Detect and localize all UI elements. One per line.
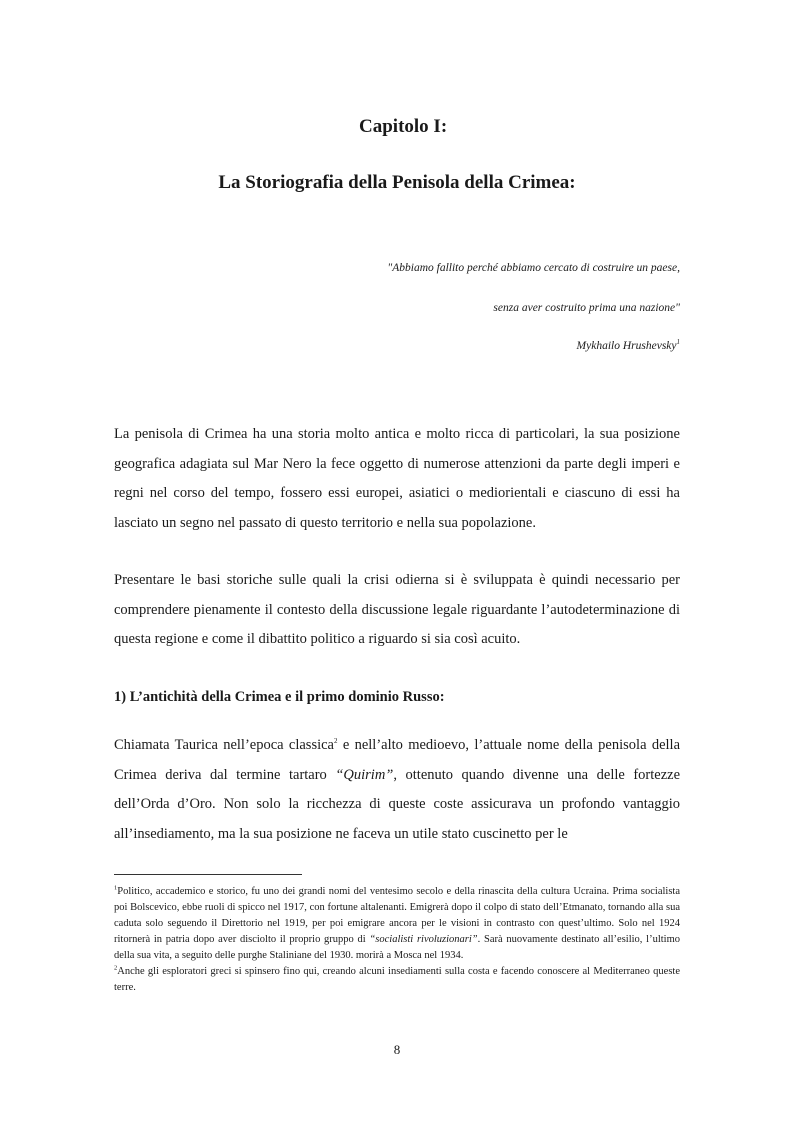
footnote-emphasis: “socialisti rivoluzionari”: [369, 934, 478, 945]
epigraph-author-name: Mykhailo Hrushevsky: [576, 340, 677, 352]
footnote-1: [114, 884, 680, 964]
footnote-ref-2[interactable]: 2: [334, 737, 338, 746]
paragraph3-text-2: e nell’alto medioevo, l’attuale nome della penisola della Crimea deriva dal termine tartaro: [114, 737, 681, 783]
footnote-separator: [114, 874, 302, 875]
epigraph-line-1: "Abbiamo fallito perché abbiamo cercato di costruire un paese,: [387, 262, 680, 274]
paragraph3-text-3: , ottenuto quando divenne una delle fortezze dell’Orda d’Oro. Non solo la ricchezza di queste coste assicurava un profondo vantaggio all’insediamento, ma la sua posizione ne faceva un utile stato cuscinetto per le: [114, 766, 681, 842]
footnote-number: 2: [114, 964, 118, 972]
paragraph3-text-1: Chiamata Taurica nell’epoca classica: [114, 737, 334, 753]
footnote-number: 1: [114, 884, 118, 892]
footnote-2: [114, 964, 680, 996]
chapter-title: Capitolo I:: [359, 116, 448, 137]
paragraph3-term: “Quirim”: [335, 766, 394, 783]
body-paragraph-2: Presentare le basi storiche sulle quali la crisi odierna si è sviluppata è quindi necessario per comprendere pienamente il contesto della discussione legale riguardante l’autodeterminazione di questa regione e come il dibattito politico a riguardo si sia così acuito.: [114, 572, 680, 647]
chapter-subtitle: La Storiografia della Penisola della Crimea:: [218, 172, 576, 193]
footnote-ref-1[interactable]: 1: [676, 338, 680, 347]
footnote-text: . Sarà nuovamente destinato all’esilio, l’ultimo della sua vita, a seguito delle purghe Staliniane del 1930. morirà a Mosca nel 1934.: [114, 934, 680, 961]
page-number: 8: [393, 1042, 401, 1057]
epigraph-line-2: senza aver costruito prima una nazione": [493, 302, 680, 314]
body-paragraph-1: La penisola di Crimea ha una storia molto antica e molto ricca di particolari, la sua posizione geografica adagiata sul Mar Nero la fece oggetto di numerose attenzioni da parte degli imperi e regni nel corso del tempo, fossero essi europei, asiatici o mediorientali e ciascuno di essi ha lasciato un segno nel passato di questo territorio e nella sua popolazione.: [114, 426, 680, 531]
footnote-text: Anche gli esploratori greci si spinsero fino qui, creando alcuni insediamenti sulla costa e facendo conoscere al Mediterraneo queste terre.: [114, 966, 680, 993]
footnotes: [114, 884, 680, 996]
footnote-text: Politico, accademico e storico, fu uno dei grandi nomi del ventesimo secolo e della rinascita della cultura Ucraina. Prima socialista poi Bolscevico, ebbe ruoli di spicco nel 1917, con fortune altalenanti. Emigrerà dopo il colpo di stato dell’Etmanato, tornando alla sua caduta solo seguendo il Direttorio nel 1919, per poi emigrare ancora per le visioni in contrasto con quest’ultimo. Solo nel 1924 ritornerà in patria dopo aver disciolto il proprio gruppo di: [114, 886, 680, 945]
body-paragraph-3: [114, 731, 680, 849]
epigraph-author: [120, 340, 680, 352]
section-heading: 1) L’antichità della Crimea e il primo dominio Russo:: [114, 689, 445, 705]
